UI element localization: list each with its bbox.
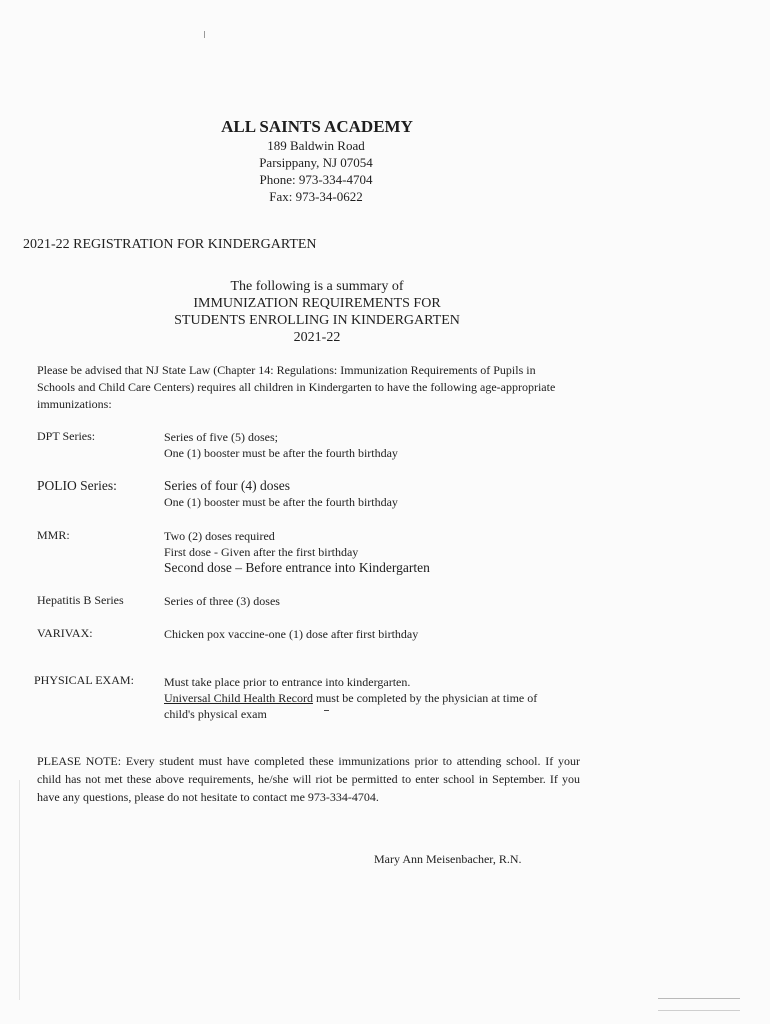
physical-line-3: child's physical exam [164,707,267,721]
mmr-label: MMR: [37,528,70,542]
physical-line-2 [164,690,537,706]
school-city: Parsippany, NJ 07054 [259,155,373,170]
registration-title: 2021-22 REGISTRATION FOR KINDERGARTEN [23,237,317,252]
mmr-line-2: First dose - Given after the first birthday [164,545,359,559]
polio-line-2: One (1) booster must be after the fourth birthday [164,495,398,509]
mmr-details [164,528,430,576]
school-phone: Phone: 973-334-4704 [259,172,373,187]
varivax-line-1: Chicken pox vaccine-one (1) dose after first birthday [164,627,419,641]
school-name: ALL SAINTS ACADEMY [221,117,413,136]
physical-exam-details [164,674,537,722]
stray-dash [324,710,329,711]
signature: Mary Ann Meisenbacher, R.N. [374,852,522,866]
summary-line-2: IMMUNIZATION REQUIREMENTS FOR [193,296,441,311]
mmr-line-1: Two (2) doses required [164,529,275,543]
school-fax: Fax: 973-34-0622 [269,189,363,204]
polio-label: POLIO Series: [37,478,117,493]
polio-line-1: Series of four (4) doses [164,478,290,493]
dpt-line-2: One (1) booster must be after the fourth birthday [164,446,398,460]
physical-line-1: Must take place prior to entrance into kindergarten. [164,675,411,689]
scan-bottom-line-2 [658,1010,740,1011]
intro-paragraph: Please be advised that NJ State Law (Chapter 14: Regulations: Immunization Requirements of Pupils in Schools and Child Care Centers) requires all children in Kindergarten to have the following age-appropriate immunizations: [37,363,556,411]
physical-line-2-rest: must be completed by the physician at time of [312,691,538,705]
scan-mark [204,31,205,38]
hepatitis-b-line-1: Series of three (3) doses [164,594,280,608]
scan-bottom-line [658,998,740,999]
summary-line-4: 2021-22 [293,330,341,345]
dpt-details [164,429,398,461]
health-record-name: Universal Child Health Record [164,691,313,705]
summary-heading [0,278,634,346]
varivax-label: VARIVAX: [37,626,93,640]
hepatitis-b-label: Hepatitis B Series [37,593,124,607]
school-address: 189 Baldwin Road [267,138,365,153]
mmr-line-3: Second dose – Before entrance into Kindergarten [164,560,430,575]
summary-line-1: The following is a summary of [230,279,404,294]
summary-line-3: STUDENTS ENROLLING IN KINDERGARTEN [174,313,460,328]
dpt-label: DPT Series: [37,429,96,443]
please-note-paragraph: PLEASE NOTE: Every student must have completed these immunizations prior to attending school. If your child has not met these above requirements, he/she will riot be permitted to enter school in September. If you have any questions, please do not hesitate to contact me 973-334-4704. [37,754,580,804]
physical-exam-label: PHYSICAL EXAM: [34,673,134,687]
dpt-line-1: Series of five (5) doses; [164,430,278,444]
polio-details [164,478,398,510]
scan-edge-line [19,780,20,1000]
